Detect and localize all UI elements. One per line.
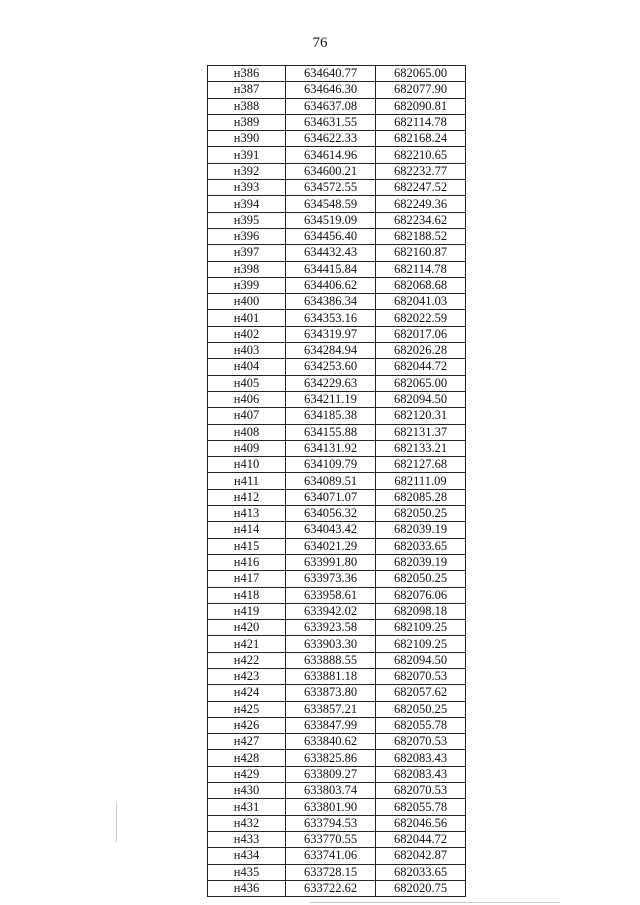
table-row xyxy=(208,506,466,522)
table-row xyxy=(208,636,466,652)
y-coordinate-cell: 682020.75 xyxy=(376,880,466,896)
x-coordinate-cell: 633873.80 xyxy=(286,685,376,701)
table-row xyxy=(208,440,466,456)
point-id-cell: н399 xyxy=(208,277,286,293)
table-row xyxy=(208,538,466,554)
table-row xyxy=(208,228,466,244)
table-row xyxy=(208,668,466,684)
y-coordinate-cell: 682120.31 xyxy=(376,408,466,424)
point-id-cell: н408 xyxy=(208,424,286,440)
y-coordinate-cell: 682247.52 xyxy=(376,180,466,196)
y-coordinate-cell: 682109.25 xyxy=(376,636,466,652)
x-coordinate-cell: 634614.96 xyxy=(286,147,376,163)
point-id-cell: н428 xyxy=(208,750,286,766)
y-coordinate-cell: 682050.25 xyxy=(376,701,466,717)
y-coordinate-cell: 682050.25 xyxy=(376,571,466,587)
table-row xyxy=(208,196,466,212)
table-row xyxy=(208,815,466,831)
point-id-cell: н409 xyxy=(208,440,286,456)
point-id-cell: н391 xyxy=(208,147,286,163)
table-row xyxy=(208,294,466,310)
y-coordinate-cell: 682041.03 xyxy=(376,294,466,310)
point-id-cell: н410 xyxy=(208,457,286,473)
table-row xyxy=(208,848,466,864)
x-coordinate-cell: 634415.84 xyxy=(286,261,376,277)
x-coordinate-cell: 633888.55 xyxy=(286,652,376,668)
point-id-cell: н422 xyxy=(208,652,286,668)
table-row xyxy=(208,180,466,196)
table-row xyxy=(208,620,466,636)
y-coordinate-cell: 682065.00 xyxy=(376,375,466,391)
table-row xyxy=(208,424,466,440)
point-id-cell: н387 xyxy=(208,82,286,98)
table-row xyxy=(208,326,466,342)
point-id-cell: н413 xyxy=(208,506,286,522)
x-coordinate-cell: 634089.51 xyxy=(286,473,376,489)
y-coordinate-cell: 682094.50 xyxy=(376,391,466,407)
point-id-cell: н389 xyxy=(208,114,286,130)
point-id-cell: н431 xyxy=(208,799,286,815)
point-id-cell: н432 xyxy=(208,815,286,831)
point-id-cell: н433 xyxy=(208,831,286,847)
scan-artifact-line xyxy=(310,902,560,903)
x-coordinate-cell: 633923.58 xyxy=(286,620,376,636)
x-coordinate-cell: 633991.80 xyxy=(286,554,376,570)
y-coordinate-cell: 682077.90 xyxy=(376,82,466,98)
table-row xyxy=(208,603,466,619)
point-id-cell: н426 xyxy=(208,717,286,733)
x-coordinate-cell: 634071.07 xyxy=(286,489,376,505)
table-row xyxy=(208,163,466,179)
y-coordinate-cell: 682111.09 xyxy=(376,473,466,489)
x-coordinate-cell: 634229.63 xyxy=(286,375,376,391)
x-coordinate-cell: 634519.09 xyxy=(286,212,376,228)
y-coordinate-cell: 682114.78 xyxy=(376,261,466,277)
y-coordinate-cell: 682042.87 xyxy=(376,848,466,864)
table-row xyxy=(208,489,466,505)
point-id-cell: н420 xyxy=(208,620,286,636)
y-coordinate-cell: 682070.53 xyxy=(376,734,466,750)
y-coordinate-cell: 682026.28 xyxy=(376,343,466,359)
point-id-cell: н416 xyxy=(208,554,286,570)
y-coordinate-cell: 682039.19 xyxy=(376,554,466,570)
x-coordinate-cell: 633881.18 xyxy=(286,668,376,684)
table-row xyxy=(208,359,466,375)
table-row xyxy=(208,245,466,261)
y-coordinate-cell: 682109.25 xyxy=(376,620,466,636)
y-coordinate-cell: 682044.72 xyxy=(376,831,466,847)
table-row xyxy=(208,701,466,717)
table-row xyxy=(208,212,466,228)
x-coordinate-cell: 634456.40 xyxy=(286,228,376,244)
x-coordinate-cell: 634131.92 xyxy=(286,440,376,456)
table-row xyxy=(208,131,466,147)
x-coordinate-cell: 634284.94 xyxy=(286,343,376,359)
table-row xyxy=(208,310,466,326)
point-id-cell: н403 xyxy=(208,343,286,359)
x-coordinate-cell: 633801.90 xyxy=(286,799,376,815)
x-coordinate-cell: 634253.60 xyxy=(286,359,376,375)
point-id-cell: н435 xyxy=(208,864,286,880)
table-row xyxy=(208,277,466,293)
point-id-cell: н429 xyxy=(208,766,286,782)
y-coordinate-cell: 682057.62 xyxy=(376,685,466,701)
y-coordinate-cell: 682083.43 xyxy=(376,750,466,766)
table-row xyxy=(208,261,466,277)
x-coordinate-cell: 634155.88 xyxy=(286,424,376,440)
point-id-cell: н397 xyxy=(208,245,286,261)
x-coordinate-cell: 634640.77 xyxy=(286,66,376,82)
point-id-cell: н393 xyxy=(208,180,286,196)
y-coordinate-cell: 682070.53 xyxy=(376,783,466,799)
table-row xyxy=(208,880,466,896)
table-row xyxy=(208,114,466,130)
y-coordinate-cell: 682232.77 xyxy=(376,163,466,179)
x-coordinate-cell: 634631.55 xyxy=(286,114,376,130)
x-coordinate-cell: 634021.29 xyxy=(286,538,376,554)
point-id-cell: н412 xyxy=(208,489,286,505)
x-coordinate-cell: 634432.43 xyxy=(286,245,376,261)
x-coordinate-cell: 633803.74 xyxy=(286,783,376,799)
x-coordinate-cell: 633728.15 xyxy=(286,864,376,880)
x-coordinate-cell: 634211.19 xyxy=(286,391,376,407)
x-coordinate-cell: 634600.21 xyxy=(286,163,376,179)
x-coordinate-cell: 634056.32 xyxy=(286,506,376,522)
y-coordinate-cell: 682065.00 xyxy=(376,66,466,82)
point-id-cell: н407 xyxy=(208,408,286,424)
point-id-cell: н401 xyxy=(208,310,286,326)
table-row xyxy=(208,98,466,114)
x-coordinate-cell: 634353.16 xyxy=(286,310,376,326)
point-id-cell: н394 xyxy=(208,196,286,212)
y-coordinate-cell: 682094.50 xyxy=(376,652,466,668)
point-id-cell: н406 xyxy=(208,391,286,407)
x-coordinate-cell: 633770.55 xyxy=(286,831,376,847)
y-coordinate-cell: 682234.62 xyxy=(376,212,466,228)
point-id-cell: н386 xyxy=(208,66,286,82)
point-id-cell: н404 xyxy=(208,359,286,375)
y-coordinate-cell: 682017.06 xyxy=(376,326,466,342)
x-coordinate-cell: 634185.38 xyxy=(286,408,376,424)
point-id-cell: н395 xyxy=(208,212,286,228)
x-coordinate-cell: 633857.21 xyxy=(286,701,376,717)
table-row xyxy=(208,522,466,538)
table-row xyxy=(208,571,466,587)
y-coordinate-cell: 682068.68 xyxy=(376,277,466,293)
y-coordinate-cell: 682114.78 xyxy=(376,114,466,130)
x-coordinate-cell: 634646.30 xyxy=(286,82,376,98)
x-coordinate-cell: 634319.97 xyxy=(286,326,376,342)
point-id-cell: н400 xyxy=(208,294,286,310)
point-id-cell: н424 xyxy=(208,685,286,701)
point-id-cell: н405 xyxy=(208,375,286,391)
point-id-cell: н390 xyxy=(208,131,286,147)
point-id-cell: н396 xyxy=(208,228,286,244)
y-coordinate-cell: 682022.59 xyxy=(376,310,466,326)
y-coordinate-cell: 682160.87 xyxy=(376,245,466,261)
table-row xyxy=(208,473,466,489)
table-row xyxy=(208,66,466,82)
coordinates-table xyxy=(207,65,466,897)
point-id-cell: н398 xyxy=(208,261,286,277)
table-row xyxy=(208,783,466,799)
x-coordinate-cell: 633794.53 xyxy=(286,815,376,831)
y-coordinate-cell: 682133.21 xyxy=(376,440,466,456)
table-row xyxy=(208,587,466,603)
table-row xyxy=(208,766,466,782)
scan-artifact-line xyxy=(116,802,117,842)
y-coordinate-cell: 682098.18 xyxy=(376,603,466,619)
table-row xyxy=(208,717,466,733)
point-id-cell: н411 xyxy=(208,473,286,489)
table-row xyxy=(208,457,466,473)
x-coordinate-cell: 634386.34 xyxy=(286,294,376,310)
x-coordinate-cell: 633825.86 xyxy=(286,750,376,766)
x-coordinate-cell: 633722.62 xyxy=(286,880,376,896)
point-id-cell: н421 xyxy=(208,636,286,652)
point-id-cell: н417 xyxy=(208,571,286,587)
table-row xyxy=(208,554,466,570)
point-id-cell: н423 xyxy=(208,668,286,684)
y-coordinate-cell: 682210.65 xyxy=(376,147,466,163)
x-coordinate-cell: 633903.30 xyxy=(286,636,376,652)
x-coordinate-cell: 634622.33 xyxy=(286,131,376,147)
y-coordinate-cell: 682070.53 xyxy=(376,668,466,684)
table-row xyxy=(208,82,466,98)
table-row xyxy=(208,734,466,750)
y-coordinate-cell: 682085.28 xyxy=(376,489,466,505)
y-coordinate-cell: 682188.52 xyxy=(376,228,466,244)
x-coordinate-cell: 634572.55 xyxy=(286,180,376,196)
page-number: 76 xyxy=(312,35,328,51)
point-id-cell: н414 xyxy=(208,522,286,538)
x-coordinate-cell: 634548.59 xyxy=(286,196,376,212)
y-coordinate-cell: 682055.78 xyxy=(376,799,466,815)
x-coordinate-cell: 633942.02 xyxy=(286,603,376,619)
table-row xyxy=(208,864,466,880)
coordinates-table-body xyxy=(208,66,466,897)
point-id-cell: н436 xyxy=(208,880,286,896)
point-id-cell: н427 xyxy=(208,734,286,750)
y-coordinate-cell: 682033.65 xyxy=(376,538,466,554)
point-id-cell: н425 xyxy=(208,701,286,717)
y-coordinate-cell: 682039.19 xyxy=(376,522,466,538)
y-coordinate-cell: 682168.24 xyxy=(376,131,466,147)
x-coordinate-cell: 633840.62 xyxy=(286,734,376,750)
y-coordinate-cell: 682249.36 xyxy=(376,196,466,212)
x-coordinate-cell: 634637.08 xyxy=(286,98,376,114)
x-coordinate-cell: 633847.99 xyxy=(286,717,376,733)
point-id-cell: н415 xyxy=(208,538,286,554)
point-id-cell: н418 xyxy=(208,587,286,603)
y-coordinate-cell: 682033.65 xyxy=(376,864,466,880)
y-coordinate-cell: 682044.72 xyxy=(376,359,466,375)
table-row xyxy=(208,831,466,847)
y-coordinate-cell: 682076.06 xyxy=(376,587,466,603)
table-row xyxy=(208,750,466,766)
table-row xyxy=(208,408,466,424)
x-coordinate-cell: 633741.06 xyxy=(286,848,376,864)
x-coordinate-cell: 633809.27 xyxy=(286,766,376,782)
point-id-cell: н402 xyxy=(208,326,286,342)
point-id-cell: н392 xyxy=(208,163,286,179)
point-id-cell: н419 xyxy=(208,603,286,619)
x-coordinate-cell: 634406.62 xyxy=(286,277,376,293)
y-coordinate-cell: 682050.25 xyxy=(376,506,466,522)
table-row xyxy=(208,375,466,391)
x-coordinate-cell: 634109.79 xyxy=(286,457,376,473)
y-coordinate-cell: 682083.43 xyxy=(376,766,466,782)
point-id-cell: н388 xyxy=(208,98,286,114)
y-coordinate-cell: 682127.68 xyxy=(376,457,466,473)
table-row xyxy=(208,799,466,815)
y-coordinate-cell: 682090.81 xyxy=(376,98,466,114)
y-coordinate-cell: 682055.78 xyxy=(376,717,466,733)
table-row xyxy=(208,685,466,701)
x-coordinate-cell: 633958.61 xyxy=(286,587,376,603)
table-row xyxy=(208,652,466,668)
y-coordinate-cell: 682131.37 xyxy=(376,424,466,440)
x-coordinate-cell: 634043.42 xyxy=(286,522,376,538)
table-row xyxy=(208,391,466,407)
point-id-cell: н434 xyxy=(208,848,286,864)
table-row xyxy=(208,343,466,359)
table-row xyxy=(208,147,466,163)
y-coordinate-cell: 682046.56 xyxy=(376,815,466,831)
x-coordinate-cell: 633973.36 xyxy=(286,571,376,587)
point-id-cell: н430 xyxy=(208,783,286,799)
